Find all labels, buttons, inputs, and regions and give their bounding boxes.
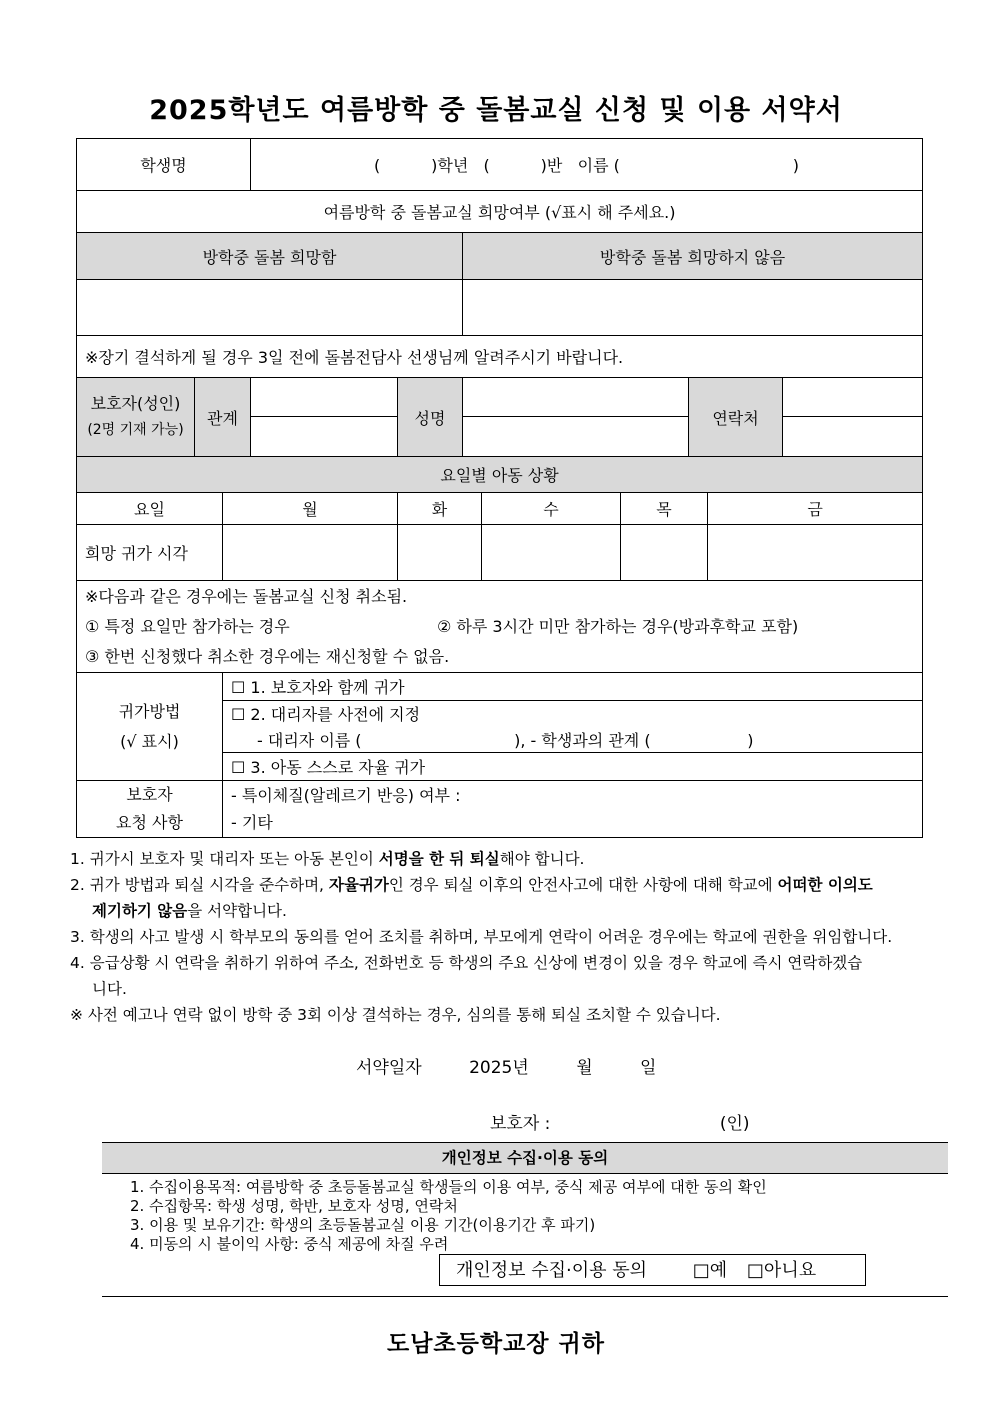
day-mon: 월	[223, 493, 398, 525]
student-info-field[interactable]: ( )학년 ( )반 이름 ( )	[251, 139, 923, 191]
request-label: 보호자	[126, 785, 173, 804]
consent-no-checkbox[interactable]: □아니요	[746, 1260, 817, 1281]
day-wed: 수	[482, 493, 621, 525]
note-5: ※ 사전 예고나 연락 없이 방학 중 3회 이상 결석하는 경우, 심의를 통해 퇴실 조치할 수 있습니다.	[70, 1006, 721, 1024]
wish-yes-check[interactable]	[77, 280, 463, 336]
guardian-signature	[490, 1109, 750, 1134]
cancel-item-1: ① 특정 요일만 참가하는 경우	[85, 616, 290, 636]
schedule-heading: 요일별 아동 상황	[77, 457, 923, 493]
return-time-thu[interactable]	[621, 525, 708, 581]
divider	[102, 1296, 948, 1297]
note-2-cont: 제기하기 않음을 서약합니다.	[92, 902, 287, 920]
student-label: 학생명	[77, 139, 251, 191]
guardian-sublabel: (2명 기재 가능)	[87, 422, 184, 438]
name-field-2[interactable]	[463, 417, 689, 457]
relation-field-1[interactable]	[251, 378, 398, 417]
note-4: 4. 응급상황 시 연락을 취하기 위하여 주소, 전화번호 등 학생의 주요 신상에 변경이 있을 경우 학교에 즉시 연락하겠습	[70, 954, 863, 972]
guardian-label: 보호자(성인)	[90, 394, 181, 413]
note-4-cont: 니다.	[92, 980, 127, 998]
privacy-item: 2. 수집항목: 학생 성명, 학반, 보호자 성명, 연락처	[130, 1197, 458, 1215]
return-time-label: 희망 귀가 시각	[77, 525, 223, 581]
privacy-item: 4. 미동의 시 불이익 사항: 중식 제공에 차질 우려	[130, 1235, 449, 1253]
application-form	[76, 138, 923, 838]
privacy-item: 3. 이용 및 보유기간: 학생의 초등돌봄교실 이용 기간(이용기간 후 파기)	[130, 1216, 596, 1234]
return-time-tue[interactable]	[398, 525, 482, 581]
day-tue: 화	[398, 493, 482, 525]
guardian-sign-label: 보호자 :	[490, 1114, 551, 1134]
note-3: 3. 학생의 사고 발생 시 학부모의 동의를 얻어 조치를 취하며, 부모에게 연락이 어려운 경우에는 학교에 권한을 위임합니다.	[70, 928, 893, 946]
cancel-intro: ※다음과 같은 경우에는 돌봄교실 신청 취소됨.	[85, 586, 408, 606]
privacy-consent-box	[439, 1254, 866, 1286]
cancel-item-3: ③ 한번 신청했다 취소한 경우에는 재신청할 수 없음.	[85, 646, 450, 666]
etc-line[interactable]: - 기타	[231, 813, 273, 832]
seal-mark[interactable]: (인)	[719, 1114, 750, 1134]
consent-label: 개인정보 수집·이용 동의	[456, 1260, 648, 1281]
relation-field-2[interactable]	[251, 417, 398, 457]
wish-question: 여름방학 중 돌봄교실 희망여부 (√표시 해 주세요.)	[77, 191, 923, 233]
date-label: 서약일자	[356, 1058, 422, 1078]
return-time-fri[interactable]	[708, 525, 923, 581]
absence-note: ※장기 결석하게 될 경우 3일 전에 돌봄전담사 선생님께 알려주시기 바랍니다.	[77, 336, 923, 378]
request-sublabel: 요청 사항	[116, 813, 183, 832]
note-1: 1. 귀가시 보호자 및 대리자 또는 아동 본인이 서명을 한 뒤 퇴실해야 합니다.	[70, 850, 585, 868]
contact-label: 연락처	[689, 378, 783, 457]
return-time-wed[interactable]	[482, 525, 621, 581]
return-option-3[interactable]: ☐ 3. 아동 스스로 자율 귀가	[223, 753, 923, 781]
date-year[interactable]: 2025년	[469, 1058, 529, 1078]
return-method-label: 귀가방법	[118, 701, 181, 721]
return-option-1[interactable]: ☐ 1. 보호자와 함께 귀가	[223, 673, 923, 701]
consent-yes-checkbox[interactable]: □예	[692, 1260, 728, 1281]
day-thu: 목	[621, 493, 708, 525]
pledge-date	[356, 1053, 694, 1078]
return-option-2[interactable]: ☐ 2. 대리자를 사전에 지정	[223, 701, 923, 727]
pledge-notes	[70, 846, 930, 1028]
addressee: 도남초등학교장 귀하	[387, 1331, 605, 1357]
contact-field-2[interactable]	[783, 417, 923, 457]
page-title: 2025학년도 여름방학 중 돌봄교실 신청 및 이용 서약서	[149, 95, 843, 126]
date-day[interactable]: 일	[640, 1058, 657, 1078]
return-method-sublabel: (√ 표시)	[120, 731, 179, 751]
day-label: 요일	[77, 493, 223, 525]
cancel-item-2: ② 하루 3시간 미만 참가하는 경우(방과후학교 포함)	[437, 616, 799, 636]
wish-yes-header: 방학중 돌봄 희망함	[77, 233, 463, 280]
contact-field-1[interactable]	[783, 378, 923, 417]
name-label: 성명	[398, 378, 463, 457]
privacy-item: 1. 수집이용목적: 여름방학 중 초등돌봄교실 학생들의 이용 여부, 중식 제공 여부에 대한 동의 확인	[130, 1178, 767, 1196]
day-fri: 금	[708, 493, 923, 525]
date-month[interactable]: 월	[576, 1058, 593, 1078]
name-field-1[interactable]	[463, 378, 689, 417]
privacy-list	[130, 1178, 767, 1254]
wish-no-header: 방학중 돌봄 희망하지 않음	[463, 233, 923, 280]
privacy-heading: 개인정보 수집·이용 동의	[102, 1142, 948, 1174]
allergy-line[interactable]: - 특이체질(알레르기 반응) 여부 :	[231, 786, 461, 805]
wish-no-check[interactable]	[463, 280, 923, 336]
proxy-detail[interactable]: - 대리자 이름 ( ), - 학생과의 관계 ( )	[223, 727, 923, 753]
relation-label: 관계	[195, 378, 251, 457]
return-time-mon[interactable]	[223, 525, 398, 581]
note-2: 2. 귀가 방법과 퇴실 시각을 준수하며, 자율귀가인 경우 퇴실 이후의 안전사고에 대한 사항에 대해 학교에 어떠한 이의도	[70, 876, 873, 894]
